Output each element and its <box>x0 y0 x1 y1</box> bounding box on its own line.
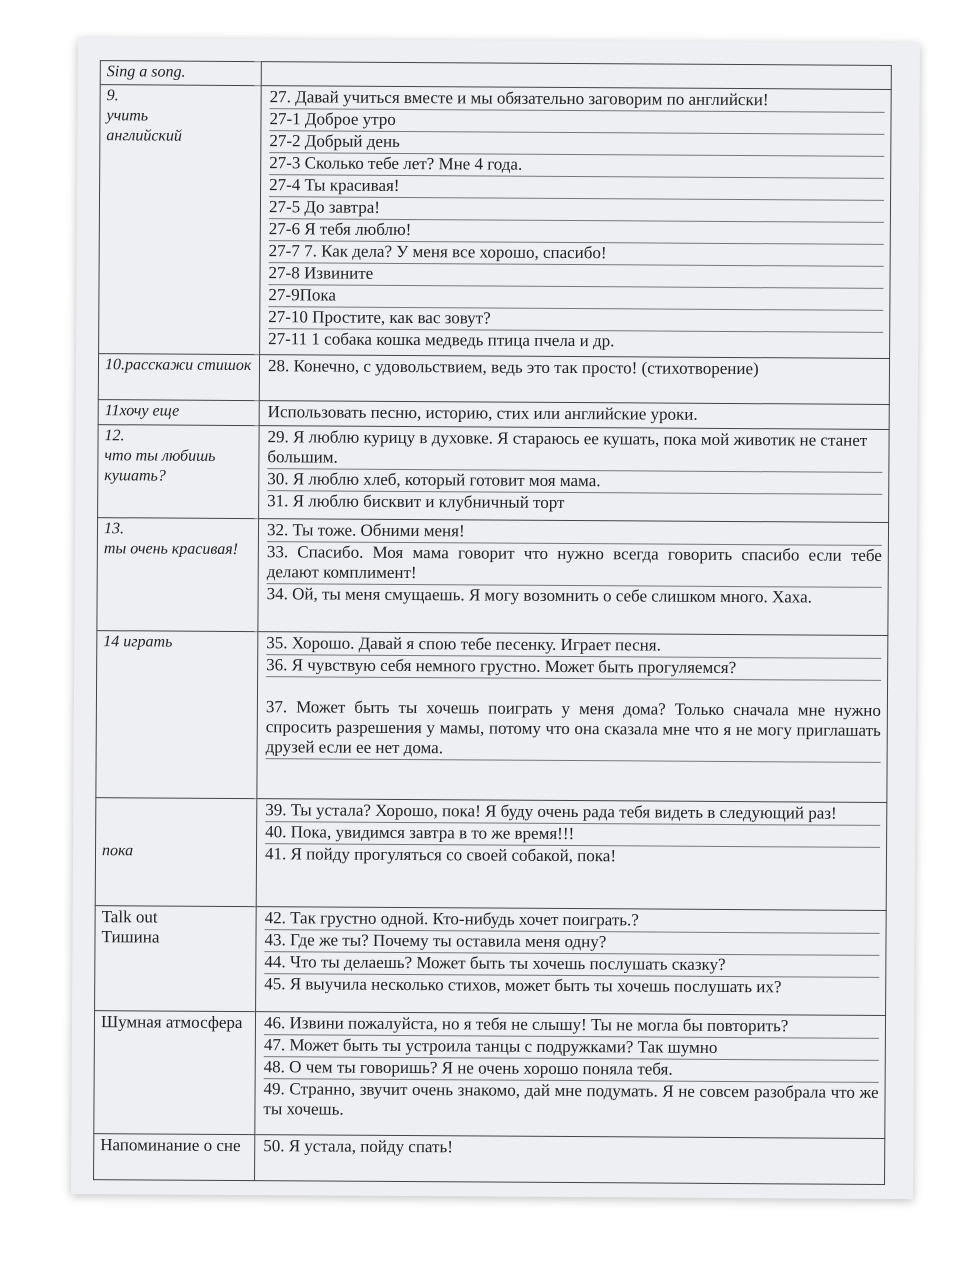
phrase: 46. Извини пожалуйста, но я тебя не слышу! Ты не могла бы повторить? <box>264 1013 879 1039</box>
table-row <box>99 85 892 358</box>
phrase: 28. Конечно, с удовольствием, ведь это так просто! (стихотворение) <box>267 355 759 378</box>
phrase: 31. Я люблю бисквит и клубничный торт <box>267 491 565 513</box>
phrase: 27-11 1 собака кошка медведь птица пчела и др. <box>268 329 615 351</box>
phrase: 27-8 Извините <box>268 263 883 289</box>
phrase: Использовать песню, историю, стих или английские уроки. <box>267 402 698 424</box>
text-cell <box>255 1011 886 1138</box>
phrase: 27-5 До завтра! <box>269 197 884 223</box>
category-cell: 12. что ты любишь кушать? <box>98 425 260 519</box>
category-cell: 10.расскажи стишок <box>98 353 259 400</box>
text-cell <box>256 798 887 911</box>
category-cell: Sing a song. <box>100 61 261 86</box>
empty-line <box>265 759 880 782</box>
phrase: 42. Так грустно одной. Кто-нибудь хочет поиграть.? <box>265 908 880 934</box>
phrase: 48. О чем ты говоришь? Я не очень хорошо поняла тебя. <box>264 1057 879 1083</box>
category-cell: 14 играть <box>96 630 258 798</box>
phrase: 27-2 Добрый день <box>269 131 884 157</box>
category-cell: Напоминание о сне <box>94 1133 255 1180</box>
table-row <box>95 797 887 911</box>
text-cell <box>259 401 889 430</box>
table-row <box>98 353 889 404</box>
phrase: 27-4 Ты красивая! <box>269 175 884 201</box>
text-cell <box>259 426 890 522</box>
phrase: 27-10 Простите, как вас зовут? <box>268 307 883 333</box>
phrase: 45. Я выучила несколько стихов, может быть ты хочешь послушать их? <box>264 974 782 997</box>
table-row <box>97 517 889 635</box>
phrase: 27. Давай учиться вместе и мы обязательно заговорим по английски! <box>270 87 885 113</box>
phrase: 29. Я люблю курицу в духовке. Я стараюсь ее кушать, пока мой животик не станет большим. <box>267 427 882 473</box>
phrase: 40. Пока, увидимся завтра в то же время!!! <box>265 822 880 848</box>
table-row <box>95 906 887 1015</box>
text-cell <box>258 518 889 635</box>
category-cell: 13. ты очень красивая! <box>97 517 259 631</box>
category-cell: Talk out Тишина <box>95 906 257 1012</box>
phrase: 27-9Пока <box>268 285 883 311</box>
phrase: 37. Может быть ты хочешь поиграть у меня дома? Только сначала мне нужно спросить разрешения у мамы, потому что она сказала мне что я не могу приглашать друзей если ее нет дома. <box>266 697 881 763</box>
phrase: 44. Что ты делаешь? Может быть ты хочешь послушать сказку? <box>264 952 879 978</box>
text-cell <box>255 1134 885 1184</box>
phrase: 49. Странно, звучит очень знакомо, дай мне подумать. Я не совсем разобрала что же ты хочешь. <box>263 1079 879 1119</box>
phrase: 43. Где же ты? Почему ты оставила меня одну? <box>264 930 879 956</box>
phrase: 27-7 7. Как дела? У меня все хорошо, спасибо! <box>269 241 884 267</box>
text-cell <box>259 354 889 404</box>
phrase: 47. Может быть ты устроила танцы с подружками? Так шумно <box>264 1035 879 1061</box>
table-row <box>98 425 890 522</box>
text-cell <box>257 631 888 802</box>
phrase: 41. Я пойду прогуляться со своей собакой, пока! <box>264 843 617 865</box>
paper-sheet <box>71 38 920 1199</box>
phrase: 27-1 Доброе утро <box>269 109 884 135</box>
phrase: 27-3 Сколько тебе лет? Мне 4 года. <box>269 153 884 179</box>
phrase: 39. Ты устала? Хорошо, пока! Я буду очень рада тебя видеть в следующий раз! <box>265 800 880 826</box>
table-row <box>94 1010 886 1138</box>
phrase: 27-6 Я тебя люблю! <box>269 219 884 245</box>
phrase: 34. Ой, ты меня смущаешь. Я могу возомнить о себе слишком много. Хаха. <box>266 583 812 607</box>
dialog-table <box>93 60 892 1185</box>
phrase: 36. Я чувствую себя немного грустно. Может быть прогуляемся? <box>266 655 881 681</box>
phrase: 30. Я люблю хлеб, который готовит моя мама. <box>267 469 882 495</box>
category-cell: Шумная атмосфера <box>94 1010 256 1134</box>
category-cell: 11хочу еще <box>98 400 259 426</box>
text-cell <box>256 907 887 1015</box>
phrase: 50. Я устала, пойду спать! <box>263 1135 453 1156</box>
phrase: 32. Ты тоже. Обними меня! <box>267 520 882 546</box>
text-cell <box>260 86 892 359</box>
category-cell: пока <box>95 797 257 907</box>
phrase: 35. Хорошо. Давай я спою тебе песенку. Играет песня. <box>266 633 881 659</box>
category-cell: 9. учить английский <box>99 85 262 355</box>
table-row <box>94 1133 885 1184</box>
table-row <box>96 630 888 802</box>
phrase: 33. Спасибо. Моя мама говорит что нужно всегда говорить спасибо если тебе делают комплимент! <box>267 542 882 588</box>
